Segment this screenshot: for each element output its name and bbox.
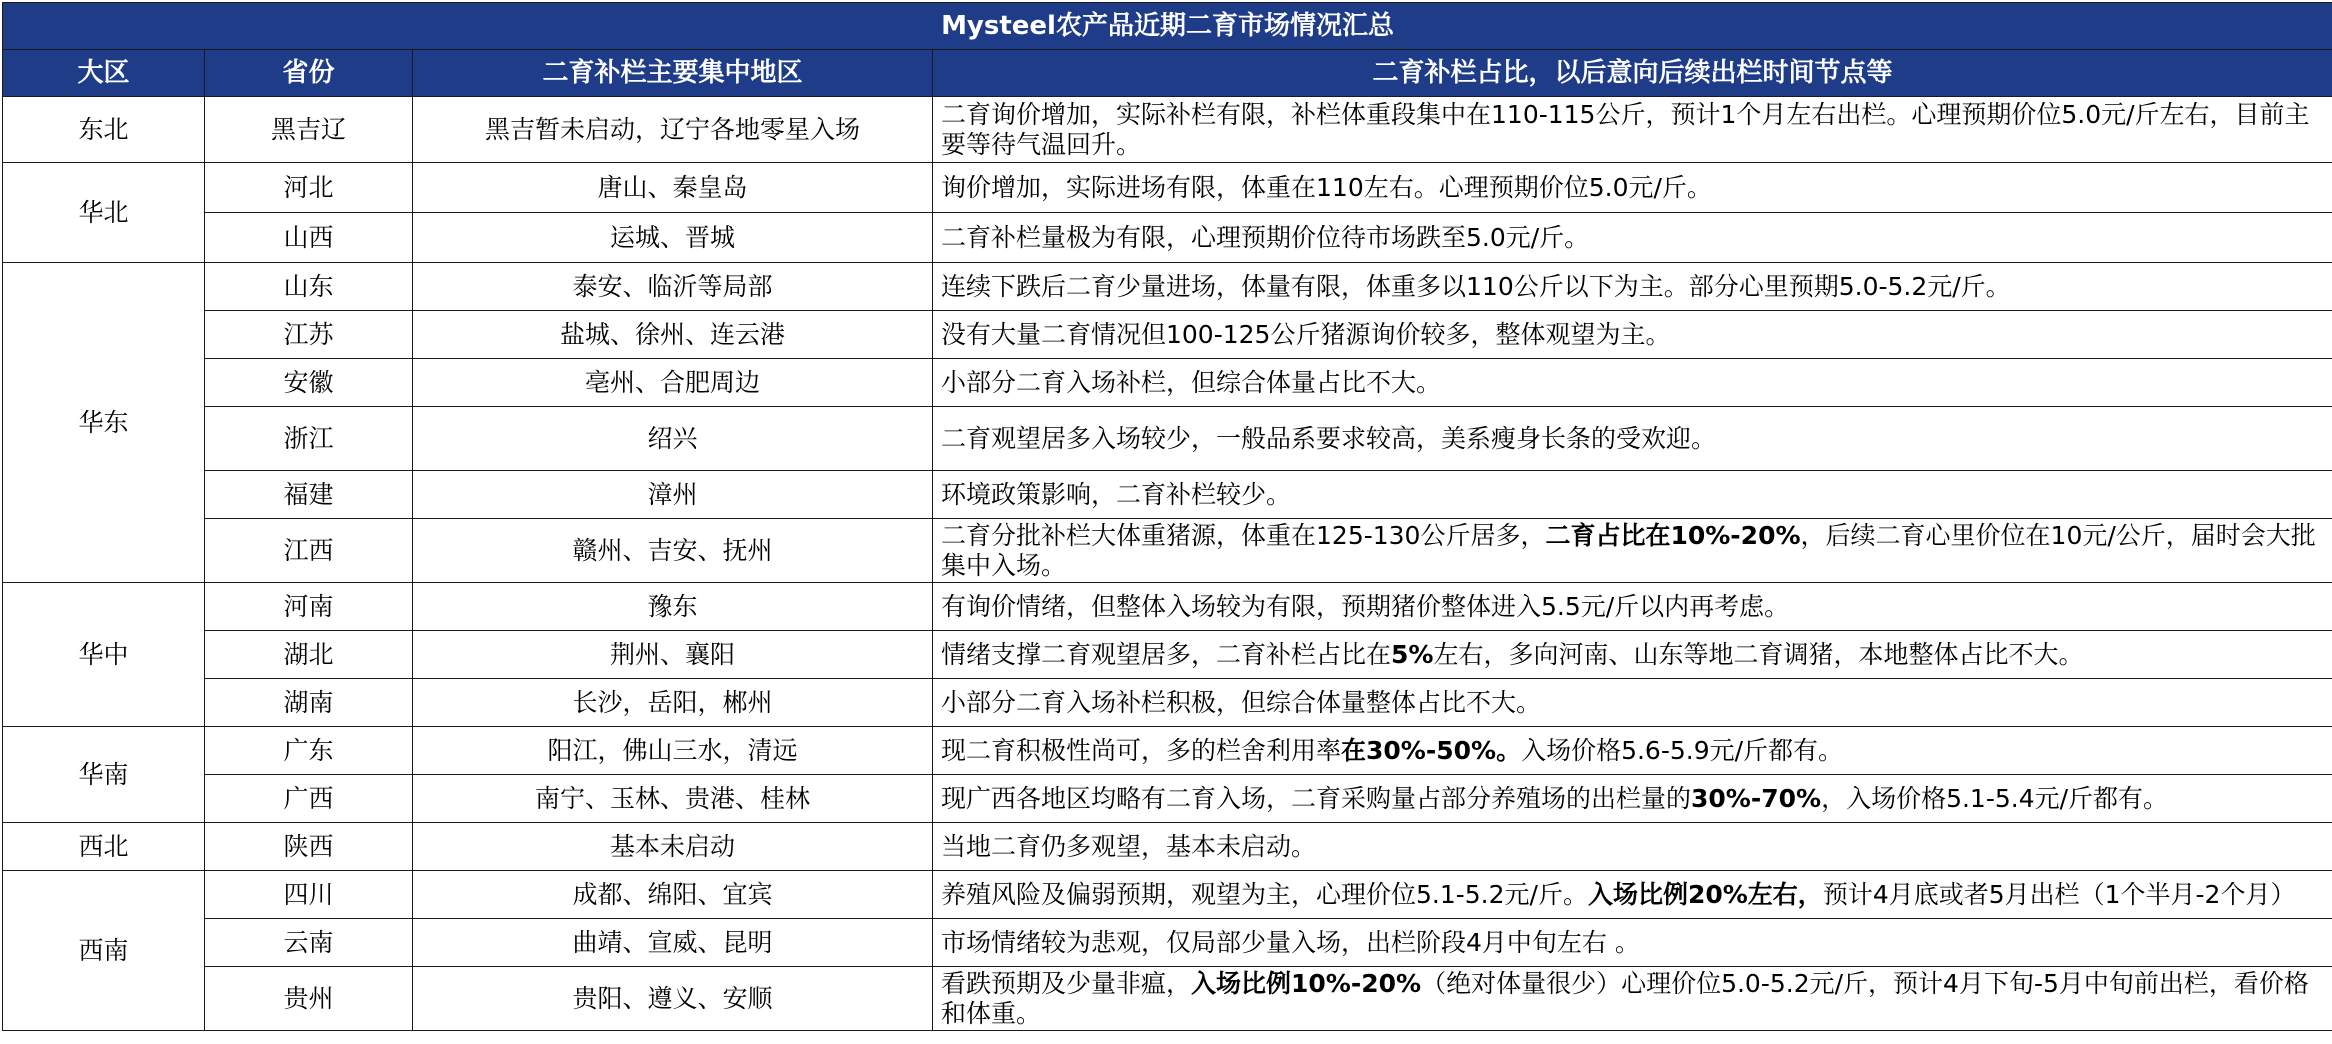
desc-text: 二育分批补栏大体重猪源，体重在125-130公斤居多， xyxy=(941,520,1546,550)
table-row xyxy=(3,631,2332,679)
region-cell: 西北 xyxy=(3,823,205,871)
desc-cell xyxy=(933,407,2332,471)
area-cell: 运城、晋城 xyxy=(413,213,933,263)
table-row xyxy=(3,823,2332,871)
desc-cell xyxy=(933,679,2332,727)
region-cell: 华南 xyxy=(3,727,205,823)
desc-text: 情绪支撑二育观望居多，二育补栏占比在 xyxy=(941,639,1392,669)
region-cell: 华北 xyxy=(3,163,205,263)
desc-text: 入场价格5.6-5.9元/斤都有。 xyxy=(1521,735,1844,765)
desc-cell xyxy=(933,359,2332,407)
province-cell: 江西 xyxy=(205,519,413,583)
desc-text: 现广西各地区均略有二育入场，二育采购量占部分养殖场的出栏量的 xyxy=(941,783,1692,813)
area-cell: 基本未启动 xyxy=(413,823,933,871)
province-cell: 河南 xyxy=(205,583,413,631)
desc-text: 预计4月底或者5月出栏（1个半月-2个月） xyxy=(1822,879,2296,909)
table-row xyxy=(3,775,2332,823)
desc-text: 看跌预期及少量非瘟， xyxy=(941,968,1192,998)
province-cell: 浙江 xyxy=(205,407,413,471)
area-cell: 贵阳、遵义、安顺 xyxy=(413,967,933,1031)
province-cell: 广东 xyxy=(205,727,413,775)
desc-cell xyxy=(933,519,2332,583)
desc-cell xyxy=(933,163,2332,213)
desc-bold-text: 在30%-50%。 xyxy=(1341,735,1522,765)
area-cell: 阳江，佛山三水，清远 xyxy=(413,727,933,775)
province-cell: 贵州 xyxy=(205,967,413,1031)
desc-cell xyxy=(933,919,2332,967)
desc-text: 二育观望居多入场较少，一般品系要求较高，美系瘦身长条的受欢迎。 xyxy=(941,423,1717,453)
desc-cell xyxy=(933,631,2332,679)
desc-text: ，后续二育心里价位在10元/公斤，届时会大批集中入场。 xyxy=(941,520,2316,580)
desc-text: 有询价情绪，但整体入场较为有限，预期猪价整体进入5.5元/斤以内再考虑。 xyxy=(941,591,1790,621)
region-cell: 东北 xyxy=(3,97,205,163)
province-cell: 四川 xyxy=(205,871,413,919)
province-cell: 湖南 xyxy=(205,679,413,727)
province-cell: 黑吉辽 xyxy=(205,97,413,163)
area-cell: 荆州、襄阳 xyxy=(413,631,933,679)
desc-cell xyxy=(933,967,2332,1031)
market-summary-table xyxy=(2,2,2332,1031)
desc-text: 养殖风险及偏弱预期，观望为主，心理价位5.1-5.2元/斤。 xyxy=(941,879,1588,909)
table-row xyxy=(3,471,2332,519)
desc-text: 左右，多向河南、山东等地二育调猪，本地整体占比不大。 xyxy=(1433,639,2084,669)
table-row xyxy=(3,519,2332,583)
desc-cell xyxy=(933,97,2332,163)
province-cell: 山东 xyxy=(205,263,413,311)
province-cell: 福建 xyxy=(205,471,413,519)
desc-cell xyxy=(933,727,2332,775)
desc-cell xyxy=(933,583,2332,631)
desc-bold-text: 30%-70% xyxy=(1691,783,1822,813)
area-cell: 长沙，岳阳，郴州 xyxy=(413,679,933,727)
table-row xyxy=(3,213,2332,263)
header-desc: 二育补栏占比，以后意向后续出栏时间节点等 xyxy=(933,50,2332,97)
header-region: 大区 xyxy=(3,50,205,97)
table-row xyxy=(3,263,2332,311)
table-row xyxy=(3,871,2332,919)
area-cell: 黑吉暂未启动，辽宁各地零星入场 xyxy=(413,97,933,163)
desc-cell xyxy=(933,311,2332,359)
table-row xyxy=(3,727,2332,775)
header-area: 二育补栏主要集中地区 xyxy=(413,50,933,97)
desc-text: ，入场价格5.1-5.4元/斤都有。 xyxy=(1821,783,2169,813)
province-cell: 云南 xyxy=(205,919,413,967)
desc-bold-text: 二育占比在10%-20% xyxy=(1545,520,1801,550)
table-row xyxy=(3,163,2332,213)
desc-text: 当地二育仍多观望，基本未启动。 xyxy=(941,831,1317,861)
area-cell: 泰安、临沂等局部 xyxy=(413,263,933,311)
desc-text: 连续下跌后二育少量进场，体量有限，体重多以110公斤以下为主。部分心里预期5.0-5.2元/斤。 xyxy=(941,271,2011,301)
area-cell: 曲靖、宣威、昆明 xyxy=(413,919,933,967)
desc-text: 现二育积极性尚可，多的栏舍利用率 xyxy=(941,735,1342,765)
desc-text: （绝对体量很少）心理价位5.0-5.2元/斤，预计4月下旬-5月中旬前出栏，看价格和体重。 xyxy=(941,968,2309,1028)
region-cell: 华东 xyxy=(3,263,205,583)
desc-cell xyxy=(933,471,2332,519)
table-row xyxy=(3,97,2332,163)
area-cell: 绍兴 xyxy=(413,407,933,471)
header-province: 省份 xyxy=(205,50,413,97)
desc-bold-text: 入场比例20%左右， xyxy=(1587,879,1823,909)
province-cell: 江苏 xyxy=(205,311,413,359)
region-cell: 西南 xyxy=(3,871,205,1031)
desc-bold-text: 5% xyxy=(1391,639,1434,669)
area-cell: 豫东 xyxy=(413,583,933,631)
area-cell: 唐山、秦皇岛 xyxy=(413,163,933,213)
table-row xyxy=(3,359,2332,407)
title-row xyxy=(3,3,2332,50)
region-cell: 华中 xyxy=(3,583,205,727)
desc-text: 小部分二育入场补栏积极，但综合体量整体占比不大。 xyxy=(941,687,1542,717)
table-title: Mysteel农产品近期二育市场情况汇总 xyxy=(3,3,2332,50)
province-cell: 河北 xyxy=(205,163,413,213)
province-cell: 山西 xyxy=(205,213,413,263)
desc-cell xyxy=(933,775,2332,823)
province-cell: 湖北 xyxy=(205,631,413,679)
area-cell: 漳州 xyxy=(413,471,933,519)
desc-bold-text: 入场比例10%-20% xyxy=(1191,968,1422,998)
desc-text: 没有大量二育情况但100-125公斤猪源询价较多，整体观望为主。 xyxy=(941,319,1671,349)
area-cell: 成都、绵阳、宜宾 xyxy=(413,871,933,919)
province-cell: 广西 xyxy=(205,775,413,823)
table-row xyxy=(3,679,2332,727)
area-cell: 南宁、玉林、贵港、桂林 xyxy=(413,775,933,823)
table-row xyxy=(3,311,2332,359)
area-cell: 亳州、合肥周边 xyxy=(413,359,933,407)
desc-text: 小部分二育入场补栏，但综合体量占比不大。 xyxy=(941,367,1442,397)
area-cell: 盐城、徐州、连云港 xyxy=(413,311,933,359)
header-row xyxy=(3,50,2332,97)
table-row xyxy=(3,967,2332,1031)
desc-cell xyxy=(933,871,2332,919)
area-cell: 赣州、吉安、抚州 xyxy=(413,519,933,583)
table-row xyxy=(3,919,2332,967)
table-row xyxy=(3,583,2332,631)
desc-cell xyxy=(933,823,2332,871)
desc-text: 询价增加，实际进场有限，体重在110左右。心理预期价位5.0元/斤。 xyxy=(941,172,1712,202)
desc-text: 市场情绪较为悲观，仅局部少量入场，出栏阶段4月中旬左右 。 xyxy=(941,927,1640,957)
desc-cell xyxy=(933,213,2332,263)
table-row xyxy=(3,407,2332,471)
desc-text: 二育补栏量极为有限，心理预期价位待市场跌至5.0元/斤。 xyxy=(941,222,1590,252)
desc-cell xyxy=(933,263,2332,311)
desc-text: 二育询价增加，实际补栏有限，补栏体重段集中在110-115公斤，预计1个月左右出栏。心理预期价位5.0元/斤左右，目前主要等待气温回升。 xyxy=(941,99,2310,159)
province-cell: 安徽 xyxy=(205,359,413,407)
desc-text: 环境政策影响，二育补栏较少。 xyxy=(941,479,1292,509)
province-cell: 陕西 xyxy=(205,823,413,871)
